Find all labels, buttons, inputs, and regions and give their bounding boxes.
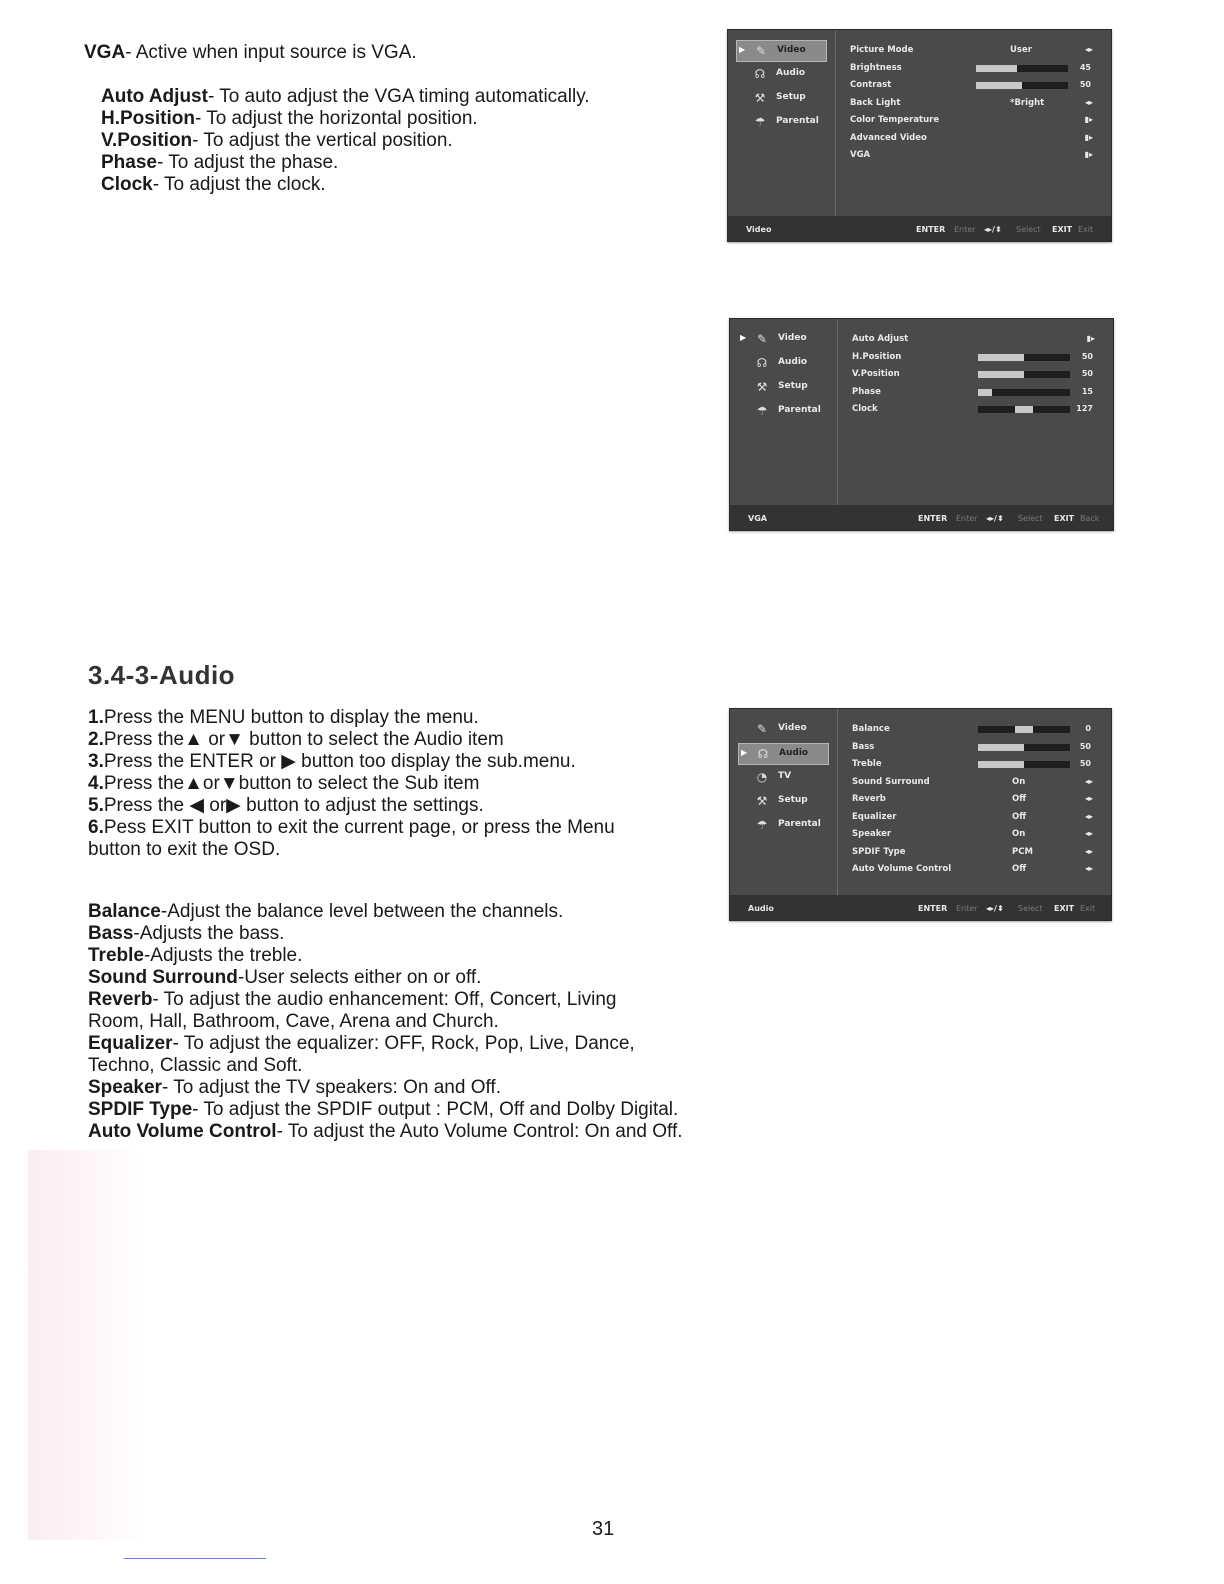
osd-row-arrow-icon: ▮▸ (1084, 150, 1093, 159)
osd-row-vga[interactable] (850, 147, 1103, 163)
osd-footer-select-hint: Select (1016, 225, 1041, 234)
osd-menu-label: Audio (779, 748, 809, 758)
osd-row-label: Brightness (850, 62, 902, 73)
osd-footer-exit-hint: Back (1080, 514, 1100, 523)
video-icon: ✎ (756, 722, 768, 736)
osd-level-fill (976, 82, 1022, 89)
osd-row-label: Equalizer (852, 811, 897, 822)
osd-row-label: Color Temperature (850, 115, 940, 125)
osd-row-label: Bass (852, 741, 875, 752)
setup-icon: ⚒ (756, 794, 768, 808)
osd-row-number: 45 (1079, 62, 1091, 72)
audio-icon: ☊ (756, 356, 768, 370)
osd-row-reverb[interactable] (852, 791, 1103, 807)
tv-icon: ◔ (756, 770, 768, 784)
osd-footer-title: VGA (748, 514, 767, 523)
step-6: 6.Pess EXIT button to exit the current page, or press the Menu (88, 817, 615, 838)
osd-row-label: H.Position (852, 351, 902, 362)
osd-row-value: On (1012, 829, 1026, 839)
audio-icon: ☊ (754, 67, 766, 81)
osd-menu-item-parental[interactable] (738, 815, 827, 835)
osd-sidebar (730, 709, 838, 895)
def-spdif-type: SPDIF Type- To adjust the SPDIF output : PCM, Off and Dolby Digital. (88, 1099, 679, 1120)
osd-level-fill (978, 761, 1024, 768)
osd-row-color-temperature[interactable] (850, 112, 1103, 128)
page-number: 31 (592, 1518, 615, 1540)
osd-footer (730, 505, 1113, 530)
osd-menu-label: Setup (778, 381, 808, 391)
osd-level-bar[interactable] (978, 761, 1070, 768)
def-balance: Balance-Adjust the balance level between the channels. (88, 901, 564, 922)
osd-menu-item-audio[interactable] (738, 743, 829, 765)
osd-level-fill (976, 65, 1017, 72)
def-treble: Treble-Adjusts the treble. (88, 945, 303, 966)
footer-rule (124, 1558, 266, 1559)
osd-menu-label: Video (778, 333, 807, 343)
osd-menu-item-parental[interactable] (738, 401, 827, 421)
osd-row-clock[interactable] (852, 401, 1105, 417)
osd-row-v-position[interactable] (852, 366, 1105, 382)
osd-row-arrow-icon: ◂▸ (1084, 45, 1093, 54)
osd-menu-item-video[interactable] (738, 329, 827, 349)
step-4: 4.Press the▲or▼button to select the Sub item (88, 773, 480, 794)
osd-row-advanced-video[interactable] (850, 130, 1103, 146)
parental-icon: ☂ (756, 818, 768, 832)
def-reverb: Reverb- To adjust the audio enhancement: Off, Concert, Living (88, 989, 617, 1010)
osd-row-label: Phase (852, 386, 881, 397)
osd-row-value: Off (1012, 794, 1027, 804)
setup-icon: ⚒ (756, 380, 768, 394)
osd-row-sound-surround[interactable] (852, 774, 1103, 790)
osd-footer-enter: ENTER (918, 904, 948, 913)
osd-row-auto-adjust[interactable] (852, 331, 1105, 347)
vga-item-auto-adjust: Auto Adjust- To auto adjust the VGA timing automatically. (101, 86, 590, 107)
osd-row-phase[interactable] (852, 384, 1105, 400)
vga-intro: VGA- Active when input source is VGA. (84, 42, 417, 63)
osd-row-arrow-icon: ◂▸ (1084, 794, 1093, 803)
osd-sidebar (730, 319, 838, 505)
osd-level-bar[interactable] (978, 389, 1070, 396)
osd-row-spdif-type[interactable] (852, 844, 1103, 860)
osd-row-contrast[interactable] (850, 77, 1103, 93)
osd-menu-item-tv[interactable] (738, 767, 827, 787)
osd-footer-exit: EXIT (1054, 904, 1075, 913)
osd-level-fill (978, 354, 1024, 361)
osd-row-balance[interactable] (852, 721, 1103, 737)
osd-row-label: Clock (852, 404, 878, 414)
def-equalizer-cont: Techno, Classic and Soft. (88, 1055, 303, 1076)
setup-icon: ⚒ (754, 91, 766, 105)
osd-settings (837, 30, 1111, 216)
step-3: 3.Press the ENTER or ▶ button too display the sub.menu. (88, 751, 576, 772)
osd-row-label: Contrast (850, 80, 892, 90)
osd-menu-label: Parental (776, 116, 819, 126)
osd-row-back-light[interactable] (850, 95, 1103, 111)
def-equalizer: Equalizer- To adjust the equalizer: OFF, Rock, Pop, Live, Dance, (88, 1033, 635, 1054)
step-1: 1.Press the MENU button to display the menu. (88, 707, 479, 728)
osd-menu-label: Parental (778, 405, 821, 415)
osd-row-label: Picture Mode (850, 45, 914, 55)
vga-item-phase: Phase- To adjust the phase. (101, 152, 339, 173)
osd-footer-enter: ENTER (918, 514, 948, 523)
osd-level-fill (978, 744, 1024, 751)
osd-level-bar[interactable] (976, 82, 1068, 89)
osd-menu-label: Audio (776, 68, 806, 78)
osd-level-bar[interactable] (978, 744, 1070, 751)
osd-row-arrow-icon: ◂▸ (1084, 846, 1093, 856)
osd-row-number: 50 (1079, 80, 1091, 89)
step-6-cont: button to exit the OSD. (88, 839, 281, 860)
osd-level-bar[interactable] (978, 354, 1070, 361)
osd-row-number: 15 (1081, 386, 1093, 396)
osd-menu-label: Audio (778, 357, 808, 367)
osd-row-auto-volume-control[interactable] (852, 861, 1103, 877)
osd-row-number: 50 (1081, 351, 1093, 361)
def-bass: Bass-Adjusts the bass. (88, 923, 285, 944)
osd-row-value: Off (1012, 864, 1027, 874)
osd-row-label: Auto Volume Control (852, 864, 952, 874)
osd-row-value: PCM (1012, 846, 1033, 857)
osd-row-value: Off (1012, 811, 1027, 822)
osd-row-arrow-icon: ◂▸ (1084, 811, 1093, 821)
osd-menu-label: Setup (776, 92, 806, 102)
menu-pointer-icon: ▶ (741, 748, 748, 757)
osd-footer-nav-icon: ◂▸/⬍ (986, 514, 1004, 523)
osd-row-label: V.Position (852, 369, 900, 379)
osd-row-value: On (1012, 776, 1026, 787)
parental-icon: ☂ (754, 115, 766, 129)
osd-footer-exit: EXIT (1054, 514, 1075, 523)
osd-footer-select-hint: Select (1018, 514, 1043, 523)
osd-row-label: Auto Adjust (852, 334, 909, 344)
osd-row-h-position[interactable] (852, 349, 1105, 365)
osd-footer-enter: ENTER (916, 225, 946, 234)
vga-item-v-position: V.Position- To adjust the vertical position. (101, 130, 453, 151)
osd-row-label: Back Light (850, 97, 901, 108)
def-reverb-cont: Room, Hall, Bathroom, Cave, Arena and Church. (88, 1011, 499, 1032)
vga-item-clock: Clock- To adjust the clock. (101, 174, 326, 195)
osd-row-arrow-icon: ▮▸ (1084, 132, 1093, 142)
osd-row-number: 0 (1085, 724, 1091, 733)
osd-menu-item-video[interactable] (736, 40, 827, 62)
video-icon: ✎ (756, 332, 768, 346)
osd-row-arrow-icon: ▮▸ (1086, 334, 1095, 343)
osd-menu-item-video[interactable] (738, 719, 827, 739)
osd-menu-item-parental[interactable] (736, 112, 825, 132)
osd-row-picture-mode[interactable] (850, 42, 1103, 58)
osd-menu-label: Setup (778, 795, 808, 805)
osd-row-arrow-icon: ▮▸ (1084, 115, 1093, 124)
osd-footer-nav-icon: ◂▸/⬍ (986, 904, 1004, 913)
osd-footer-nav-icon: ◂▸/⬍ (984, 225, 1002, 234)
osd-level-fill (978, 389, 992, 396)
osd-settings (839, 319, 1113, 505)
page-smudge (28, 1150, 148, 1540)
osd-row-label: VGA (850, 150, 871, 160)
osd-footer-title: Audio (748, 904, 774, 913)
osd-row-number: 127 (1076, 404, 1093, 413)
osd-footer (728, 216, 1111, 241)
osd-footer-enter-hint: Enter (956, 904, 978, 913)
step-2: 2.Press the▲ or▼ button to select the Audio item (88, 729, 504, 750)
osd-menu-item-setup[interactable] (738, 791, 827, 811)
osd-level-fill (978, 371, 1024, 378)
osd-row-number: 50 (1079, 759, 1091, 768)
osd-row-label: Advanced Video (850, 132, 927, 143)
osd-footer (730, 895, 1111, 920)
def-sound-surround: Sound Surround-User selects either on or off. (88, 967, 482, 988)
osd-audio-menu (729, 708, 1112, 921)
osd-vga-menu (729, 318, 1114, 531)
osd-sidebar (728, 30, 836, 216)
osd-menu-label: Parental (778, 819, 821, 829)
osd-slider-bar[interactable] (978, 406, 1070, 413)
osd-row-label: Speaker (852, 829, 892, 839)
osd-row-arrow-icon: ◂▸ (1084, 864, 1093, 873)
osd-row-number: 50 (1079, 741, 1091, 751)
osd-footer-enter-hint: Enter (956, 514, 978, 523)
osd-level-bar[interactable] (978, 371, 1070, 378)
parental-icon: ☂ (756, 404, 768, 418)
osd-menu-label: Video (778, 723, 807, 733)
osd-footer-title: Video (746, 225, 772, 234)
osd-row-label: Treble (852, 759, 882, 769)
osd-row-label: Sound Surround (852, 776, 930, 787)
osd-row-number: 50 (1081, 369, 1093, 378)
osd-footer-exit-hint: Exit (1078, 225, 1094, 234)
def-speaker: Speaker- To adjust the TV speakers: On and Off. (88, 1077, 501, 1098)
osd-footer-enter-hint: Enter (954, 225, 976, 234)
osd-row-equalizer[interactable] (852, 809, 1103, 825)
osd-row-arrow-icon: ◂▸ (1084, 776, 1093, 786)
osd-menu-label: Video (777, 45, 806, 55)
osd-slider-knob (1015, 406, 1033, 413)
osd-slider-knob (1015, 726, 1033, 733)
osd-menu-item-audio[interactable] (738, 353, 827, 373)
video-icon: ✎ (755, 44, 767, 58)
osd-row-label: SPDIF Type (852, 846, 906, 857)
osd-menu-label: TV (778, 771, 792, 781)
osd-row-arrow-icon: ◂▸ (1084, 97, 1093, 107)
osd-row-label: Balance (852, 724, 890, 734)
osd-row-speaker[interactable] (852, 826, 1103, 842)
step-5: 5.Press the ◀ or▶ button to adjust the settings. (88, 795, 484, 816)
osd-menu-item-audio[interactable] (736, 64, 825, 84)
def-auto-volume-control: Auto Volume Control- To adjust the Auto Volume Control: On and Off. (88, 1121, 683, 1142)
osd-row-treble[interactable] (852, 756, 1103, 772)
osd-row-brightness[interactable] (850, 60, 1103, 76)
osd-video-menu (727, 29, 1112, 242)
osd-row-value: User (1010, 45, 1032, 55)
osd-footer-exit: EXIT (1052, 225, 1073, 234)
osd-footer-exit-hint: Exit (1080, 904, 1096, 913)
osd-row-label: Reverb (852, 794, 886, 804)
section-heading: 3.4-3-Audio (88, 660, 236, 690)
osd-menu-item-setup[interactable] (738, 377, 827, 397)
osd-slider-bar[interactable] (978, 726, 1070, 733)
osd-settings (839, 709, 1111, 895)
vga-item-h-position: H.Position- To adjust the horizontal position. (101, 108, 478, 129)
osd-row-bass[interactable] (852, 739, 1103, 755)
osd-level-bar[interactable] (976, 65, 1068, 72)
menu-pointer-icon: ▶ (740, 333, 747, 342)
audio-icon: ☊ (757, 747, 769, 761)
osd-footer-select-hint: Select (1018, 904, 1043, 913)
osd-menu-item-setup[interactable] (736, 88, 825, 108)
osd-row-value: *Bright (1010, 97, 1045, 108)
osd-row-arrow-icon: ◂▸ (1084, 829, 1093, 838)
menu-pointer-icon: ▶ (739, 45, 746, 54)
